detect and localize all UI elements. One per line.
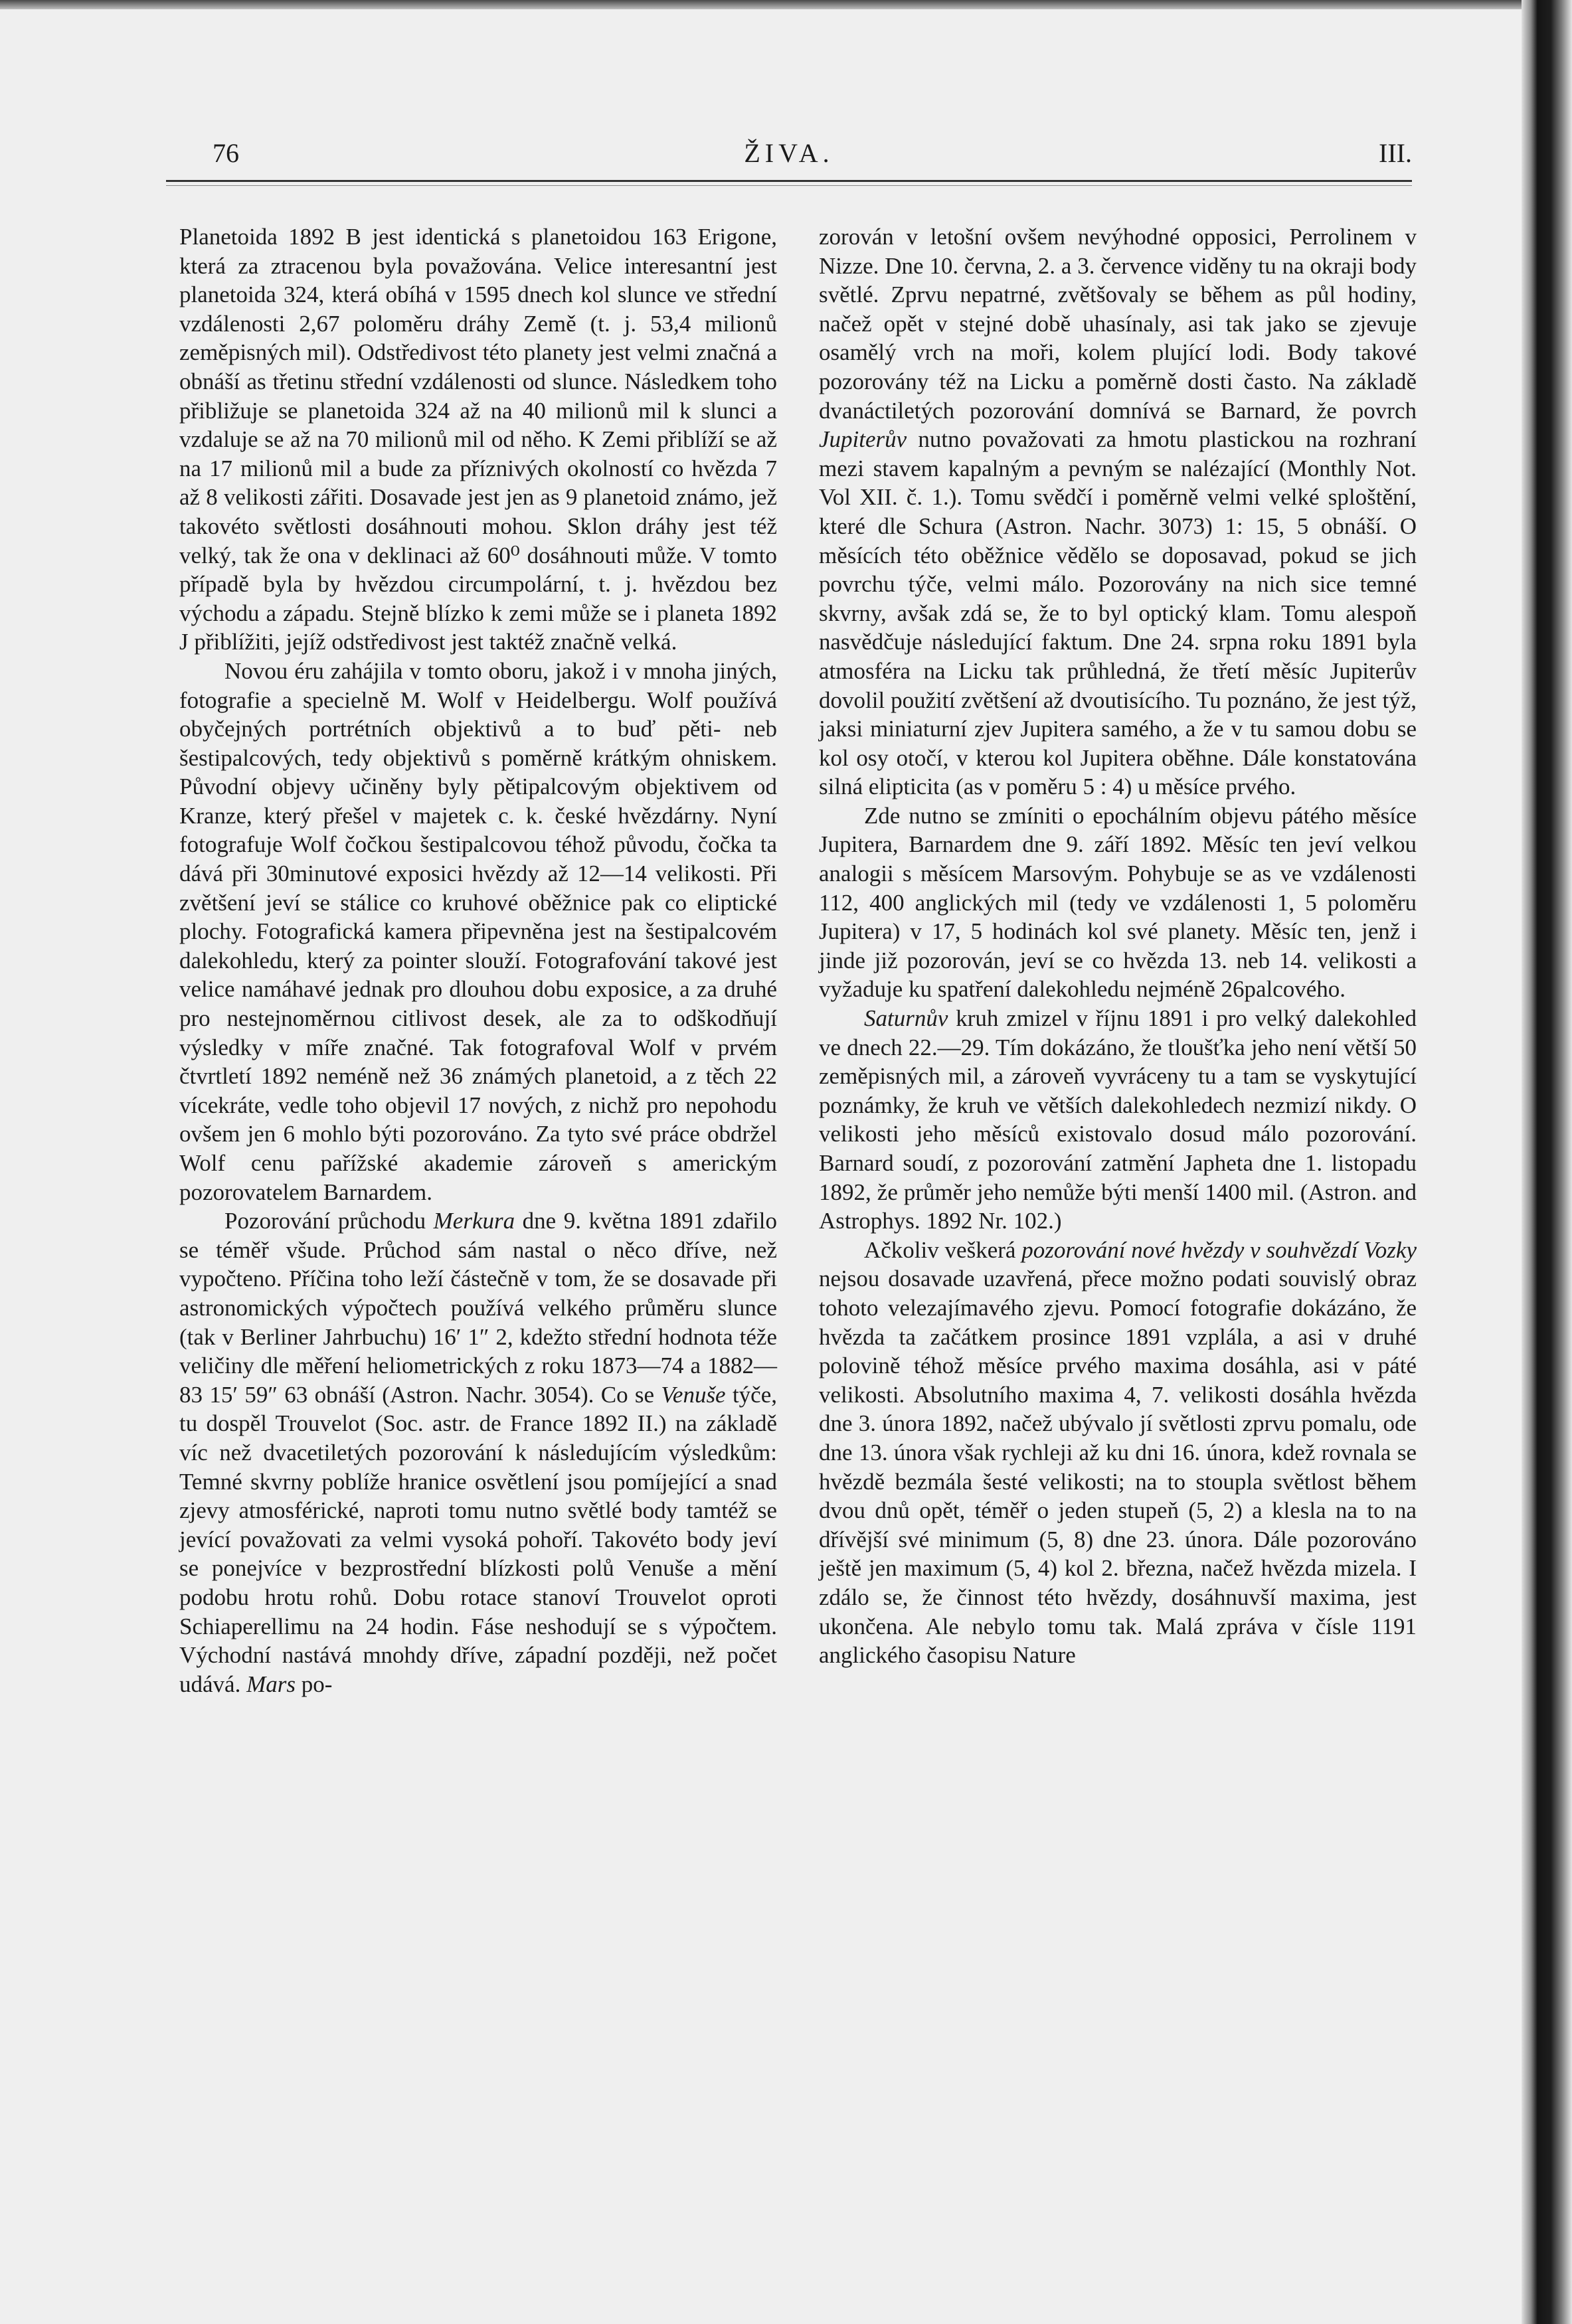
scan-top-edge (0, 0, 1572, 9)
header-rule (166, 180, 1412, 182)
scan-right-edge (1522, 0, 1572, 2324)
running-header (166, 136, 1412, 176)
header-rule-thin (166, 185, 1412, 186)
paragraph-photography: Novou éru zahájila v tomto oboru, jakož i v mnoha jiných, fotografie a specielně M. Wolf v Heidelbergu. Wolf používá obyčejných portrétních objektivů a to buď pěti- neb šestipalcových, tedy objektivů s poměrně krátkým ohniskem. Původní objevy učiněny byly pětipalcovým objektivem od Kranze, který přešel v majetek c. k. české hvězdárny. Nyní fotografuje Wolf čočkou šestipalcovou téhož původu, čočka ta dává při 30minutové exposici hvězdy až 12—14 velikosti. Při zvětšení jeví se stálice co kruhové oběžnice pak co eliptické plochy. Fotografická kamera připevněna jest na šestipalcovém dalekohledu, který za pointer slouží. Fotografování takové jest velice namáhavé jednak pro dlouhou dobu exposice, a za druhé pro nestejnoměrnou citlivost desek, ale za to odškodňují výsledky v míře značné. Tak fotografoval Wolf v prvém čtvrtletí 1892 neméně než 36 známých planetoid, a z těch 22 vícekráte, vedle toho objevil 17 nových, z nichž pro nepohodu ovšem jen 6 mohlo býti pozorováno. Za tyto své práce obdržel Wolf cenu pařížské akademie zároveň s americkým pozorovatelem Barnardem. (179, 657, 777, 1205)
right-column (819, 222, 1417, 1670)
term-merkur: Merkura (433, 1208, 515, 1234)
paragraph-fifth-moon: Zde nutno se zmíniti o epochálním objevu pátého měsíce Jupitera, Barnardem dne 9. září 1892. Měsíc ten jeví velkou analogii s měsícem Marsovým. Pohybuje se as ve vzdálenosti 112, 400 anglických mil (tedy ve vzdálenosti 1, 5 poloměru Jupitera) v 17, 5 hodinách kol své planety. Měsíc ten, jenž i jinde již pozorován, jeví se co hvězda 13. neb 14. velikosti a vyžaduje ku spatření dalekohledu nejméně 26palcového. (819, 802, 1417, 1003)
volume-number: III. (1379, 138, 1412, 168)
page (166, 136, 1417, 2161)
paragraph-planetoids: Planetoida 1892 B jest identická s planetoidou 163 Erigone, která za ztracenou byla považována. Velice interesantní jest planetoida 324, která obíhá v 1595 dnech kol slunce ve střední vzdálenosti 2,67 poloměru dráhy Země (t. j. 53,4 milionů zeměpisných mil). Odstředivost této planety jest velmi značná a obnáší as třetinu střední vzdálenosti od slunce. Následkem toho přibližuje se planetoida 324 až na 40 milionů mil k slunci a vzdaluje se až na 70 milionů mil od něho. K Zemi přiblíží se až na 17 milionů mil a bude za příznivých okolností co hvězda 7 až 8 velikosti zářiti. Dosavade jest jen as 9 planetoid známo, jež takovéto světlosti dosáhnouti mohou. Sklon dráhy jest též velký, tak že ona v deklinaci až 60⁰ dosáhnouti může. V tomto případě byla by hvězdou circumpolární, t. j. hvězdou bez východu a západu. Stejně blízko k zemi může se i planeta 1892 J přiblížiti, jejíž odstředivost jest taktéž značně velká. (179, 224, 777, 655)
text-run: zorován v letošní ovšem nevýhodné opposici, Perrolinem v Nizze. Dne 10. června, 2. a 3. července viděny tu na okraji body světlé. Zprvu nepatrné, zvětšovaly se během as půl hodiny, načež opět v stejné době uhasínaly, asi tak jako se zjevuje osamělý vrch na moři, kolem plující lodi. Body takové pozorovány též na Licku a poměrně dosti často. Na základě dvanáctiletých pozorování domnívá se Barnard, že povrch (819, 224, 1417, 424)
term-mars: Mars (246, 1671, 296, 1697)
journal-title: ŽIVA. (744, 138, 834, 168)
text-run: kruh zmizel v říjnu 1891 i pro velký dalekohled ve dnech 22.—29. Tím dokázáno, že tloušťka jeho není větší 50 zeměpisných mil, a zároveň vyvráceny tu a tam se vyskytující poznámky, že kruh ve větších dalekohledech nezmizí nikdy. O velikosti jeho měsíců existovalo dosud málo pozorování. Barnard soudí, z pozorování zatmění Japheta dne 1. listopadu 1892, že průměr jeho nemůže býti menší 1400 mil. (Astron. and Astrophys. 1892 Nr. 102.) (819, 1005, 1417, 1234)
text-run: nutno považovati za hmotu plastickou na rozhraní mezi stavem kapalným a pevným se nalézající (Monthly Not. Vol XII. č. 1.). Tomu svědčí i poměrně velmi velké sploštění, které dle Schura (Astron. Nachr. 3073) 1: 15, 5 obnáší. O měsících této oběžnice vědělo se doposavad, pokud se jich povrchu týče, velmi málo. Pozorovány na nich sice temné skvrny, avšak zdá se, že to byl optický klam. Tomu alespoň nasvědčuje následující faktum. Dne 24. srpna roku 1891 byla atmosféra na Licku tak průhledná, že třetí měsíc Jupiterův dovolil použití zvětšení až dvoutisícího. Tu poznáno, že jest týž, jaksi miniaturní zjev Jupitera samého, a že v tu samou dobu se kol osy otočí, v kterou kol Jupitera oběhne. Dále konstatována silná elipticita (as v poměru 5 : 4) u měsíce prvého. (819, 426, 1417, 800)
term-nova: pozorování nové hvězdy v souhvězdí Vozky (1021, 1236, 1417, 1263)
term-venuse: Venuše (661, 1381, 726, 1408)
text-run: Pozorování průchodu (224, 1208, 434, 1234)
text-run: nejsou dosavade uzavřená, přece možno podati souvislý obraz tohoto velezajímavého zjevu. Pomocí fotografie dokázáno, že hvězda ta začátkem prosince 1891 vzplála, a asi v druhé polovině téhož měsíce prvého maxima dosáhla, asi v páté velikosti. Absolutního maxima 4, 7. velikosti dosáhla hvězda dne 3. února 1892, načež ubývalo jí světlosti zprvu pomalu, ode dne 13. února však rychleji až ku dni 16. února, kdež rovnala se hvězdě bezmála šesté velikosti; na to stoupla světlost během dvou dnů opět, téměř o jeden stupeň (5, 2) a klesla na to na dřívější své minimum (5, 8) dne 23. února. Dále pozorováno ještě jen maximum (5, 4) kol 2. března, načež hvězda mizela. I zdálo se, že činnost této hvězdy, dosáhnuvší maxima, jest ukončena. Ale nebylo tomu tak. Malá zpráva v čísle 1191 anglického časopisu Nature (819, 1266, 1417, 1669)
text-run: po- (295, 1671, 333, 1697)
text-run: dne 9. května 1891 zdařilo se téměř všude. Průchod sám nastal o něco dříve, než vypočteno. Příčina toho leží částečně v tom, že se dosavade při astronomických výpočtech používá velkého průměru slunce (tak v Berliner Jahrbuchu) 16′ 1″ 2, kdežto střední hodnota téže veličiny dle měření heliometrických z roku 1873—74 a 1882—83 15′ 59″ 63 obnáší (Astron. Nachr. 3054). Co se (179, 1208, 777, 1408)
term-saturn: Saturnův (864, 1005, 948, 1032)
paragraph-saturn (819, 1004, 1417, 1236)
text-run: Ačkoliv veškerá (864, 1236, 1022, 1263)
paragraph-mars-jupiter (819, 222, 1417, 801)
page-number: 76 (213, 138, 239, 168)
text-run: týče, tu dospěl Trouvelot (Soc. astr. de France 1892 II.) na základě víc než dvacetiletých pozorování k následujícím výsledkům: Temné skvrny poblíže hranice osvětlení jsou pomíjející a snad zjevy atmosférické, naproti tomu nutno světlé body tamtéž se jevící považovati za velmi vysoká pohoří. Takovéto body jeví se ponejvíce v bezprostřední blízkosti polů Venuše a mění podobu hrotu rohů. Dobu rotace stanoví Trouvelot oproti Schiaperellimu na 24 hodin. Fáse neshodují se s výpočtem. Východní nastává mnohdy dříve, západní později, než počet udává. (179, 1381, 777, 1697)
paragraph-nova-aurigae (819, 1236, 1417, 1670)
term-jupiter: Jupiterův (819, 426, 907, 453)
paragraph-mercury-venus (179, 1206, 777, 1699)
left-column (179, 222, 777, 1699)
